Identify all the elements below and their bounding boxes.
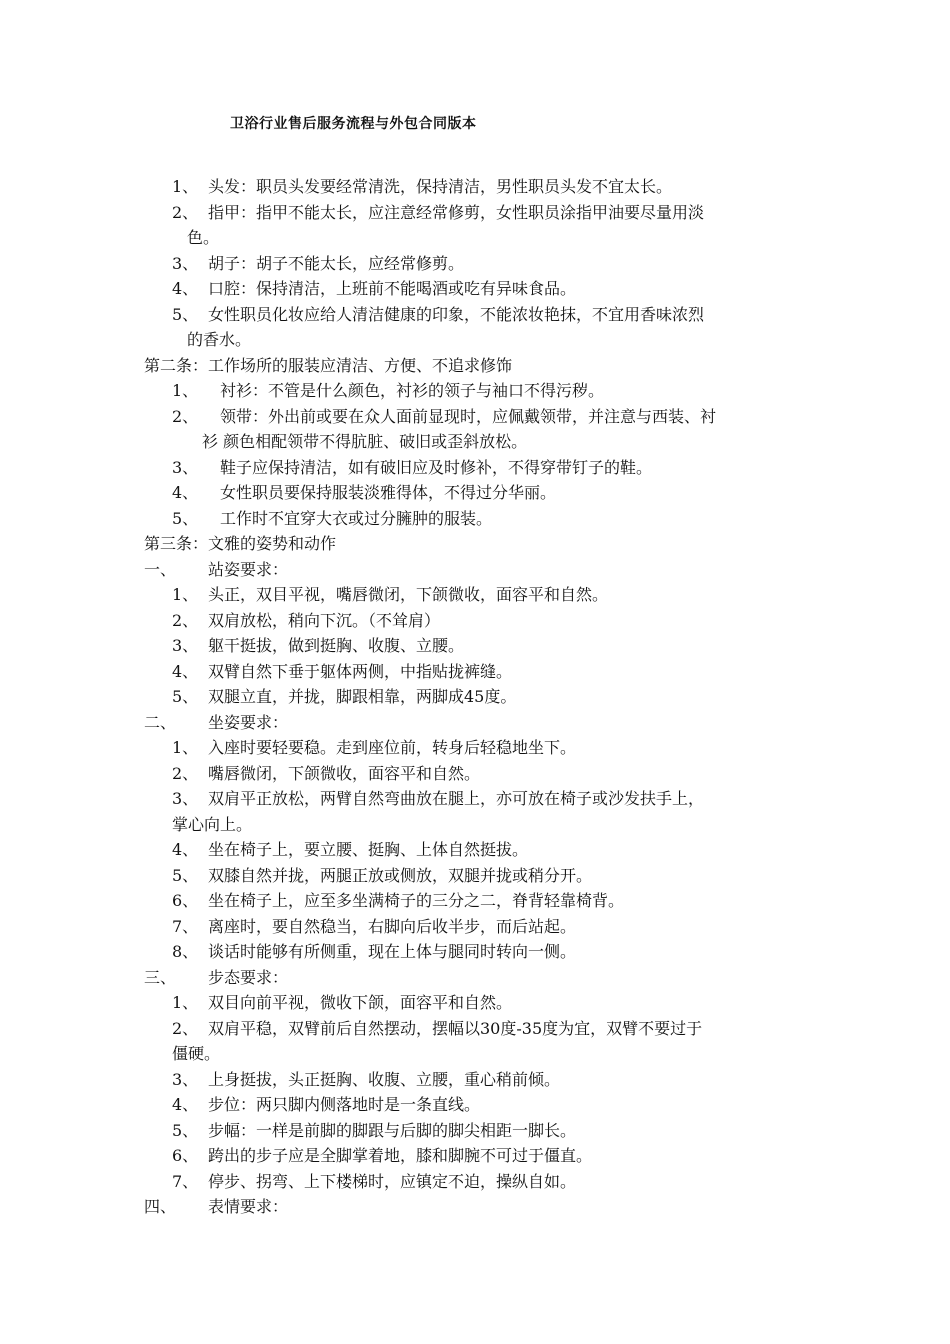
item-text: 跨出的步子应是全脚掌着地，膝和脚腕不可过于僵直。 <box>208 1146 593 1165</box>
item-number: 7、 <box>172 1171 199 1191</box>
list-item <box>0 1016 950 1042</box>
list-item <box>0 863 950 889</box>
subsection-heading <box>0 965 950 991</box>
item-text: 谈话时能够有所侧重，现在上体与腿同时转向一侧。 <box>208 942 577 961</box>
item-text: 头正，双目平视，嘴唇微闭，下颌微收，面容平和自然。 <box>208 585 609 604</box>
item-text: 双膝自然并拢，两腿正放或侧放，双腿并拢或稍分开。 <box>208 865 593 885</box>
item-text: 双肩放松，稍向下沉。（不耸肩） <box>208 610 441 630</box>
item-number: 2、 <box>172 1018 199 1038</box>
item-text: 坐在椅子上，应至多坐满椅子的三分之二，脊背轻靠椅背。 <box>208 891 625 910</box>
item-number: 1、 <box>172 738 199 757</box>
list-item <box>0 582 950 608</box>
list-item <box>0 1092 950 1118</box>
list-item <box>0 455 950 481</box>
item-number: 2、 <box>172 202 199 222</box>
subsection-title: 站姿要求： <box>208 559 289 579</box>
list-item <box>0 761 950 787</box>
subsection-heading <box>0 1194 950 1220</box>
item-text: 领带：外出前或要在众人面前显现时，应佩戴领带，并注意与西装、衬 <box>220 406 717 426</box>
item-number: 4、 <box>172 1095 199 1114</box>
item-number: 3、 <box>172 1069 199 1089</box>
item-number: 5、 <box>172 687 199 706</box>
list-item <box>0 1143 950 1169</box>
item-text: 步幅：一样是前脚的脚跟与后脚的脚尖相距一脚长。 <box>208 1120 577 1140</box>
subsection-number: 一、 <box>144 559 177 579</box>
item-text: 指甲：指甲不能太长，应注意经常修剪，女性职员涂指甲油要尽量用淡 <box>208 202 705 222</box>
list-item <box>0 786 950 812</box>
item-number: 1、 <box>172 585 199 604</box>
item-number: 5、 <box>172 304 199 324</box>
item-continuation: 掌心向上。 <box>172 814 253 834</box>
list-item <box>0 608 950 634</box>
list-item <box>0 506 950 532</box>
item-number: 3、 <box>172 789 199 808</box>
list-item <box>0 1118 950 1144</box>
item-continuation: 衫 颜色相配领带不得肮脏、破旧或歪斜放松。 <box>202 432 528 451</box>
item-text: 停步、拐弯、上下楼梯时，应镇定不迫，操纵自如。 <box>208 1171 577 1191</box>
item-text: 双目向前平视，微收下颌，面容平和自然。 <box>208 993 513 1012</box>
document-body <box>0 174 950 1220</box>
list-item <box>0 404 950 430</box>
subsection-heading <box>0 710 950 736</box>
subsection-title: 表情要求： <box>208 1197 289 1216</box>
list-item <box>0 1067 950 1093</box>
item-number: 7、 <box>172 916 199 936</box>
item-text: 胡子：胡子不能太长，应经常修剪。 <box>208 253 465 273</box>
list-item <box>0 251 950 277</box>
item-number: 6、 <box>172 1146 199 1165</box>
item-number: 5、 <box>172 865 199 885</box>
item-text: 双臂自然下垂于躯体两侧，中指贴拢裤缝。 <box>208 661 513 681</box>
subsection-number: 二、 <box>144 712 177 732</box>
list-item <box>0 480 950 506</box>
item-number: 4、 <box>172 279 199 298</box>
item-text: 嘴唇微闭，下颌微收，面容平和自然。 <box>208 763 481 783</box>
item-number: 3、 <box>172 253 199 273</box>
item-number: 1、 <box>172 177 199 196</box>
item-text: 工作时不宜穿大衣或过分臃肿的服装。 <box>220 508 493 528</box>
subsection-number: 四、 <box>144 1197 177 1216</box>
item-number: 1、 <box>172 381 199 400</box>
item-number: 2、 <box>172 406 199 426</box>
item-text: 坐在椅子上，要立腰、挺胸、上体自然挺拔。 <box>208 840 529 859</box>
item-text: 步位：两只脚内侧落地时是一条直线。 <box>208 1095 481 1114</box>
item-text: 口腔：保持清洁，上班前不能喝酒或吃有异味食品。 <box>208 279 577 298</box>
item-number: 6、 <box>172 891 199 910</box>
subsection-title: 步态要求： <box>208 967 289 987</box>
item-text: 鞋子应保持清洁，如有破旧应及时修补，不得穿带钉子的鞋。 <box>220 457 653 477</box>
item-number: 3、 <box>172 636 199 655</box>
item-text: 躯干挺拔，做到挺胸、收腹、立腰。 <box>208 636 465 655</box>
list-item <box>0 837 950 863</box>
item-number: 4、 <box>172 840 199 859</box>
item-text: 离座时，要自然稳当，右脚向后收半步，而后站起。 <box>208 916 577 936</box>
item-text: 双肩平稳，双臂前后自然摆动，摆幅以30度-35度为宜，双臂不要过于 <box>208 1018 703 1038</box>
list-item <box>0 939 950 965</box>
item-number: 2、 <box>172 610 199 630</box>
item-continuation: 僵硬。 <box>172 1044 221 1063</box>
list-item <box>0 276 950 302</box>
list-item <box>0 990 950 1016</box>
list-item <box>0 735 950 761</box>
subsection-heading <box>0 557 950 583</box>
item-number: 1、 <box>172 993 199 1012</box>
list-item <box>0 200 950 226</box>
subsection-title: 坐姿要求： <box>208 712 289 732</box>
list-item <box>0 378 950 404</box>
list-item <box>0 174 950 200</box>
item-number: 4、 <box>172 661 199 681</box>
subsection-number: 三、 <box>144 967 177 987</box>
item-continuation: 的香水。 <box>187 330 252 349</box>
item-text: 双肩平正放松，两臂自然弯曲放在腿上，亦可放在椅子或沙发扶手上， <box>208 789 705 808</box>
item-text: 头发：职员头发要经常清洗，保持清洁，男性职员头发不宜太长。 <box>208 177 673 196</box>
item-text: 女性职员要保持服装淡雅得体，不得过分华丽。 <box>220 483 557 502</box>
item-text: 上身挺拔，头正挺胸、收腹、立腰，重心稍前倾。 <box>208 1069 561 1089</box>
item-number: 4、 <box>172 483 199 502</box>
item-number: 8、 <box>172 942 199 961</box>
item-text: 入座时要轻要稳。走到座位前，转身后轻稳地坐下。 <box>208 738 577 757</box>
item-text: 双腿立直，并拢，脚跟相靠，两脚成45度。 <box>208 687 517 706</box>
article-heading: 第二条：工作场所的服装应清洁、方便、不追求修饰 <box>144 355 513 375</box>
list-item <box>0 633 950 659</box>
item-text: 衬衫：不管是什么颜色，衬衫的领子与袖口不得污秽。 <box>220 381 605 400</box>
document-title: 卫浴行业售后服务流程与外包合同版本 <box>230 116 477 132</box>
article-heading: 第三条：文雅的姿势和动作 <box>144 534 337 553</box>
list-item <box>0 888 950 914</box>
list-item <box>0 914 950 940</box>
list-item <box>0 1169 950 1195</box>
item-text: 女性职员化妆应给人清洁健康的印象，不能浓妆艳抹，不宜用香味浓烈 <box>208 304 705 324</box>
item-number: 2、 <box>172 763 199 783</box>
list-item <box>0 302 950 328</box>
item-continuation: 色。 <box>187 228 220 247</box>
item-number: 5、 <box>172 1120 199 1140</box>
item-number: 5、 <box>172 508 199 528</box>
list-item <box>0 684 950 710</box>
list-item <box>0 659 950 685</box>
item-number: 3、 <box>172 457 199 477</box>
